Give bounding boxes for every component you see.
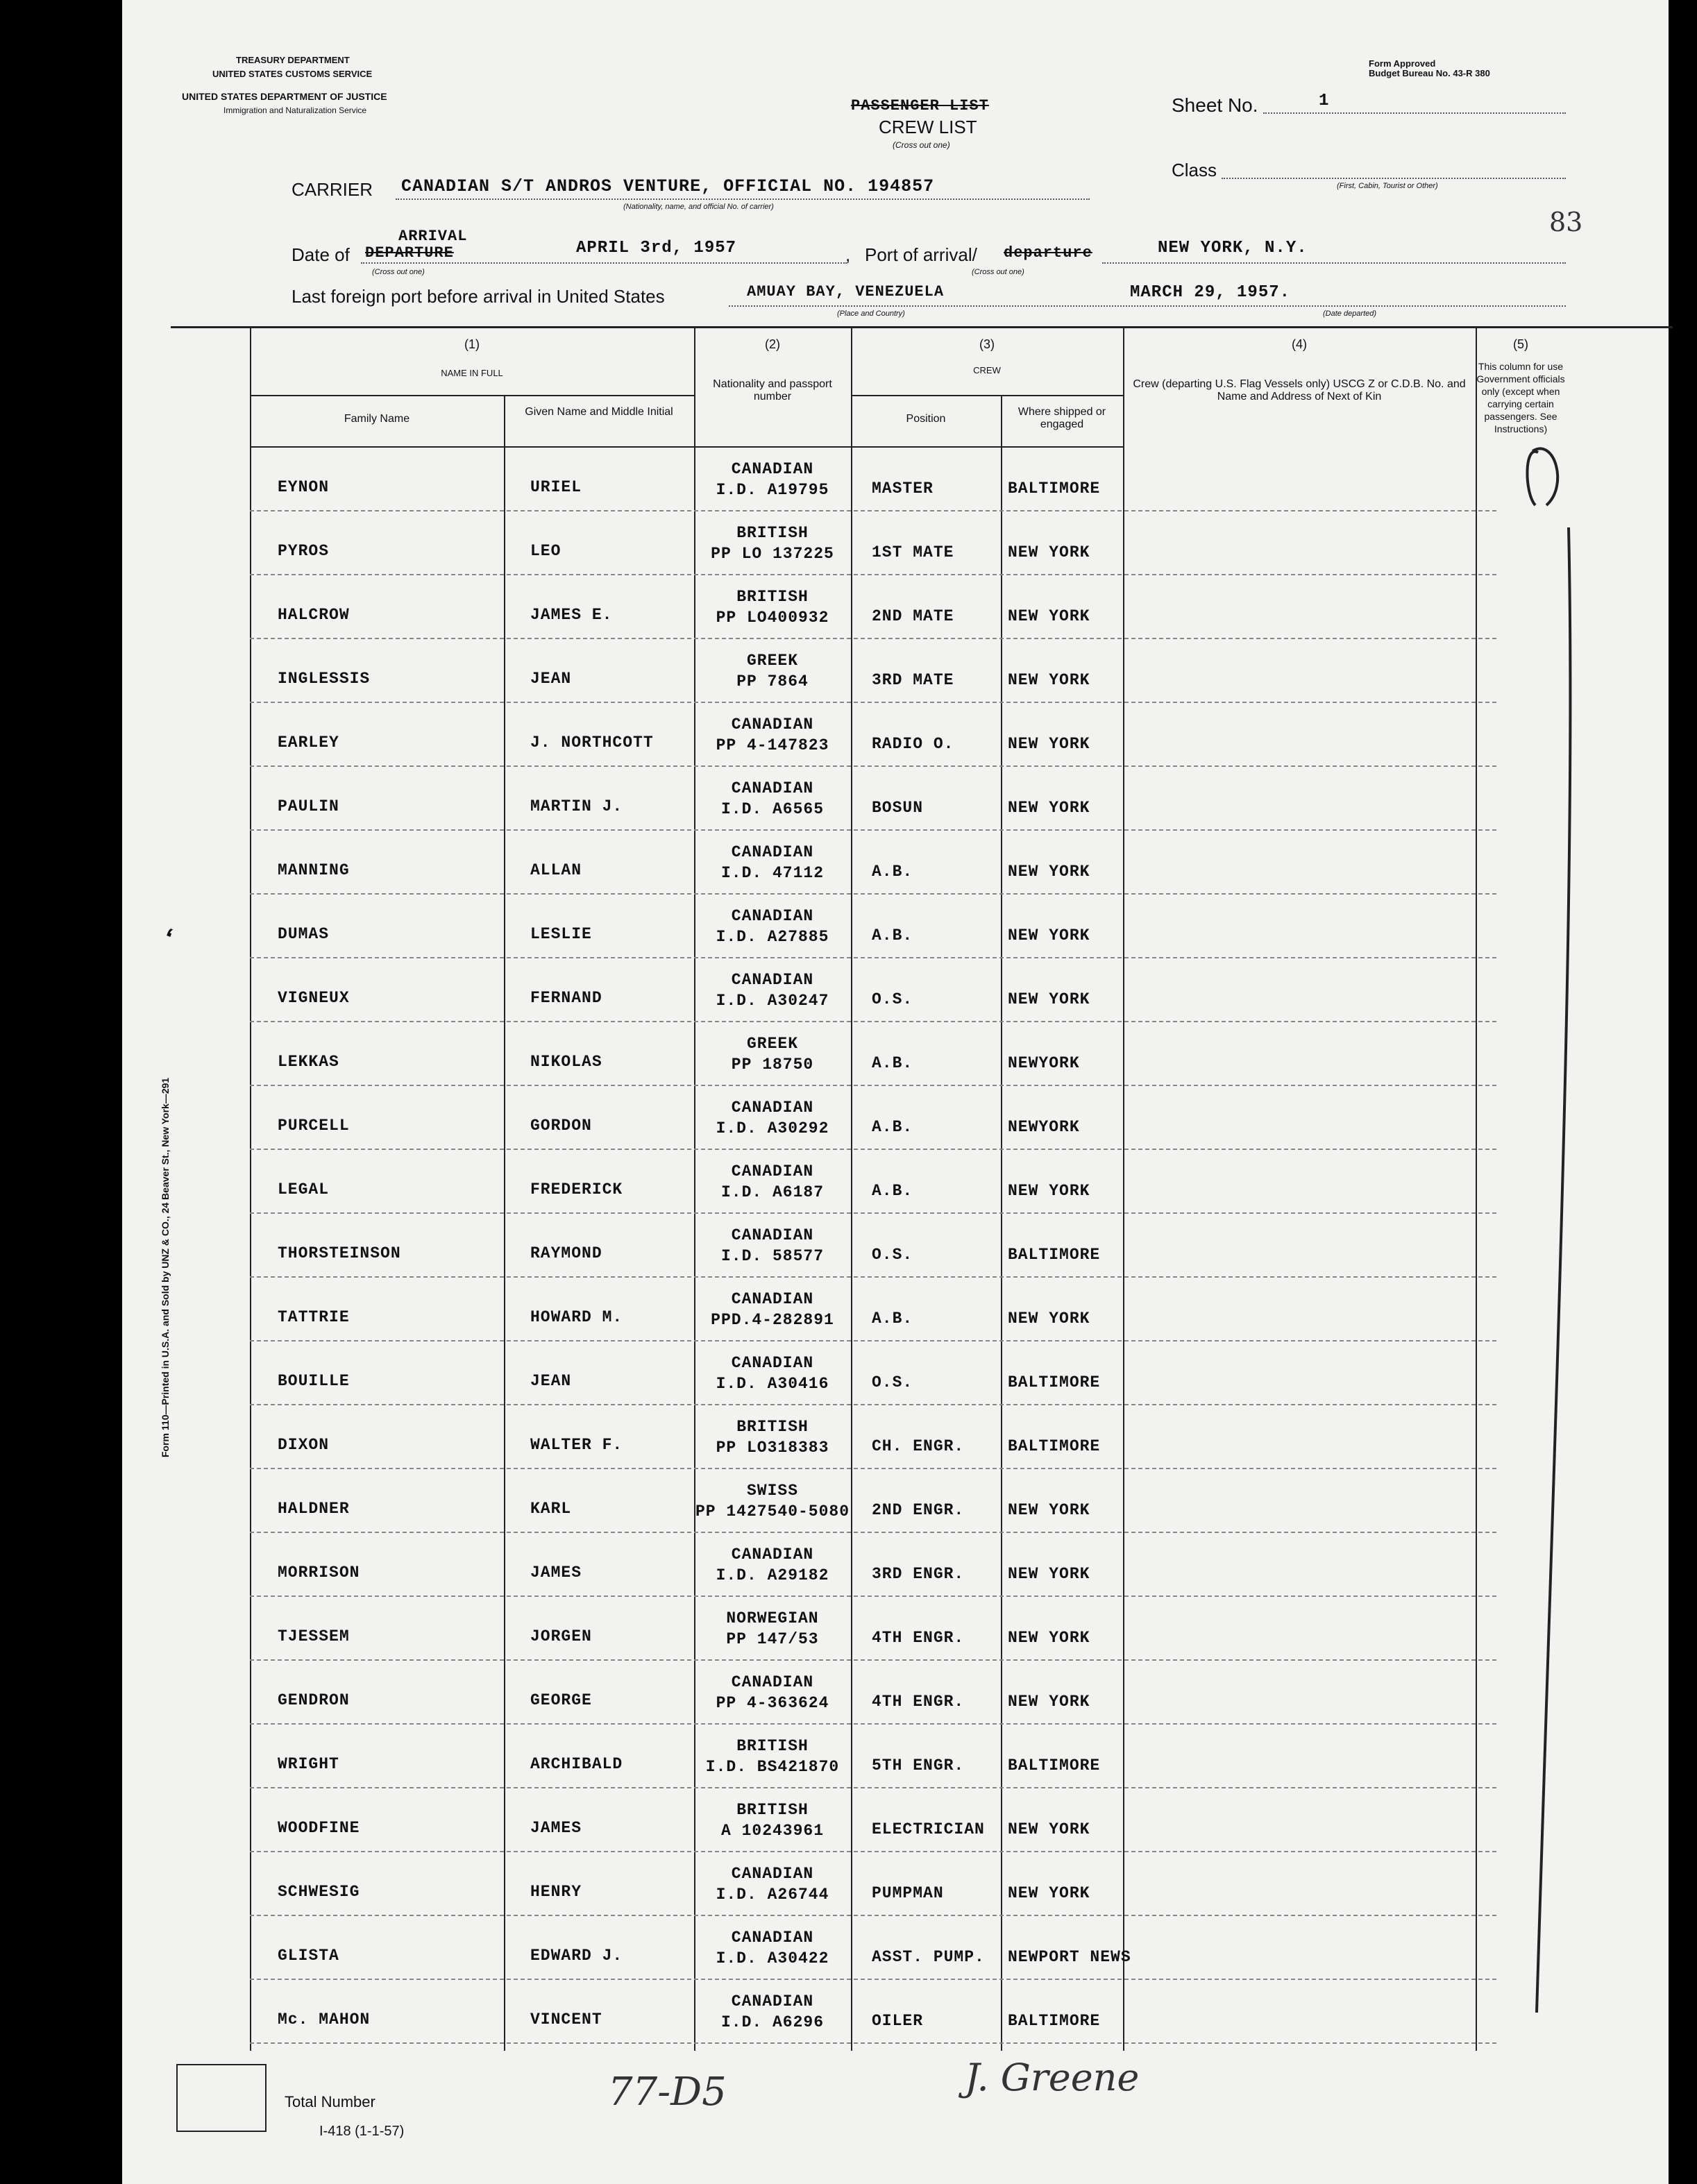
crew-given-name: RAYMOND <box>530 1244 602 1262</box>
crew-where-shipped: BALTIMORE <box>1008 480 1101 498</box>
crew-nationality: CANADIAN <box>731 971 814 989</box>
class-caption: (First, Cabin, Tourist or Other) <box>1337 182 1438 190</box>
crew-family-name: THORSTEINSON <box>278 1244 401 1262</box>
arrival-typed: ARRIVAL <box>398 228 468 245</box>
crew-where-shipped: NEWPORT NEWS <box>1008 1948 1131 1966</box>
crew-family-name: DIXON <box>278 1436 330 1454</box>
crew-where-shipped: NEWYORK <box>1008 1118 1080 1136</box>
crew-nationality: CANADIAN <box>731 460 814 478</box>
crew-where-shipped: NEWYORK <box>1008 1054 1080 1072</box>
crew-given-name: JAMES <box>530 1564 582 1582</box>
crew-where-shipped: NEW YORK <box>1008 1501 1090 1519</box>
inspector-signature: J. Greene <box>965 2056 1140 2099</box>
total-number-label: Total Number <box>285 2093 375 2110</box>
crew-where-shipped: NEW YORK <box>1008 1693 1090 1711</box>
struck-passenger-list: PASSENGER LIST <box>851 97 989 115</box>
crew-where-shipped: NEW YORK <box>1008 1565 1090 1583</box>
crew-passport-number: PP 7864 <box>736 672 809 691</box>
crew-passport-number: PP LO400932 <box>716 609 829 627</box>
crew-passport-number: I.D. A19795 <box>716 481 829 499</box>
crew-position: 4TH ENGR. <box>872 1693 965 1711</box>
crew-where-shipped: NEW YORK <box>1008 735 1090 753</box>
crew-nationality: CANADIAN <box>731 843 814 861</box>
crew-nationality: GREEK <box>746 1035 798 1053</box>
crew-passport-number: PP LO318383 <box>716 1439 829 1457</box>
crew-position: ASST. PUMP. <box>872 1948 985 1966</box>
crew-where-shipped: NEW YORK <box>1008 863 1090 881</box>
crew-nationality: CANADIAN <box>731 1099 814 1117</box>
crew-where-shipped: BALTIMORE <box>1008 1373 1101 1391</box>
crew-table: (1) NAME IN FULL Family Name Given Name and Middle Initial (2) Nationality and passport number (3) CREW Position Where shipped or engaged (4) Crew (departing U.S. Flag Vessels only) USCG Z or C.D.B. No. and Name and Address of Next of Kin (5) This column for use Government officials only (except when carrying certain passengers. See Instructions) EYNON URIEL CANADIAN I.D. A19795 MASTER BALTIMORE PYROS LEO BRITISH PP LO 137225 1ST MATE NEW YORK HALCROW JAMES E. BRITISH PP LO400932 2ND MATE NEW YORK INGLESSIS JEAN GREEK PP 7864 3RD MATE NEW YORK EARLEY J. NORTHCOTT CANADIAN PP 4-147823 RADIO O. NEW YORK PAULIN MARTIN J. CANADIAN I.D. A6565 BOSUN NEW YORK MANNING ALLAN CANADIAN I.D. 47112 A.B. NEW YORK DUMAS LESLIE CANADIAN I.D. A27885 A.B. NEW YORK VIGNEUX FERNAND CANADIAN I.D. A30247 O.S. NEW YORK LEKKAS NIKOLAS GREEK PP 18750 A.B. NEWYORK PURCELL GORDON CANADIAN I.D. A30292 A.B. NEWYORK LEGAL FREDERICK CANADIAN I.D. A6187 A.B. NEW YORK THORSTEINSON RAYMOND CANADIAN I.D. 58577 O.S. BALTIMORE TATTRIE HOWARD M. CANADIAN PPD.4-282891 A.B. NEW YORK BOUILLE JEAN CANADIAN I.D. A30416 O.S. BALTIMORE DIXON WALTER F. BRITISH PP LO318383 CH. ENGR. BALTIMORE HALDNER KARL SWISS PP 1427540-5080 2ND ENGR. NEW YORK MORRISON JAMES CANADIAN I.D. A29182 3RD ENGR. NEW YORK TJESSEM JORGEN NORWEGIAN PP 147/53 4TH ENGR. NEW YORK GENDRON GEORGE CANADIAN PP 4-363624 4TH ENGR. NEW YORK WRIGHT ARCHIBALD BRITISH I.D. BS421870 5TH ENGR. BALTIMORE WOODFINE JAMES BRITISH A 10243961 ELECTRICIAN NEW YORK SCHWESIG HENRY CANADIAN I.D. A26744 PUMPMAN NEW YORK GLISTA EDWARD J. CANADIAN I.D. A30422 ASST. PUMP. NEWPORT NEWS Mc. MAHON VINCENT CANADIAN I.D. A6296 OILER BALTIMORE <box>250 328 1496 2051</box>
crew-family-name: MANNING <box>278 861 350 879</box>
crew-family-name: GENDRON <box>278 1691 350 1709</box>
crew-passport-number: I.D. A30416 <box>716 1375 829 1393</box>
crew-position: 2ND MATE <box>872 607 954 625</box>
crew-given-name: GEORGE <box>530 1691 592 1709</box>
crew-nationality: CANADIAN <box>731 1929 814 1947</box>
crew-nationality: NORWEGIAN <box>726 1609 819 1627</box>
date-departed-value: MARCH 29, 1957. <box>1130 283 1291 302</box>
form-code: I-418 (1-1-57) <box>319 2124 405 2139</box>
crew-nationality: CANADIAN <box>731 1673 814 1691</box>
crew-given-name: FREDERICK <box>530 1180 623 1199</box>
crew-passport-number: I.D. BS421870 <box>705 1758 840 1776</box>
crew-where-shipped: NEW YORK <box>1008 1629 1090 1647</box>
crew-position: A.B. <box>872 1182 913 1200</box>
crew-nationality: SWISS <box>746 1482 798 1500</box>
crew-passport-number: I.D. A6565 <box>720 800 825 818</box>
carrier-value: CANADIAN S/T ANDROS VENTURE, OFFICIAL NO. 194857 <box>401 176 935 196</box>
crew-where-shipped: NEW YORK <box>1008 1182 1090 1200</box>
crew-family-name: GLISTA <box>278 1947 339 1965</box>
crew-given-name: MARTIN J. <box>530 797 623 815</box>
crew-family-name: EYNON <box>278 478 330 496</box>
crew-passport-number: PP 18750 <box>731 1056 814 1074</box>
crew-given-name: JEAN <box>530 670 572 688</box>
crew-position: A.B. <box>872 863 913 881</box>
crew-where-shipped: NEW YORK <box>1008 926 1090 945</box>
crew-nationality: CANADIAN <box>731 1865 814 1883</box>
crew-given-name: ARCHIBALD <box>530 1755 623 1773</box>
crew-passport-number: I.D. 58577 <box>720 1247 825 1265</box>
port-cross-out-caption: (Cross out one) <box>972 268 1024 276</box>
port-of-arrival-value: NEW YORK, N.Y. <box>1158 239 1308 257</box>
crew-where-shipped: BALTIMORE <box>1008 1756 1101 1775</box>
crew-position: A.B. <box>872 1054 913 1072</box>
crew-position: A.B. <box>872 1118 913 1136</box>
struck-departure-port: departure <box>1004 244 1092 262</box>
crew-passport-number: PP 147/53 <box>726 1630 819 1648</box>
crew-position: 4TH ENGR. <box>872 1629 965 1647</box>
crew-list-title: CREW LIST <box>879 117 977 137</box>
crew-where-shipped: NEW YORK <box>1008 1884 1090 1902</box>
crew-nationality: CANADIAN <box>731 779 814 797</box>
crew-position: O.S. <box>872 1246 913 1264</box>
crew-family-name: WOODFINE <box>278 1819 360 1837</box>
crew-given-name: LESLIE <box>530 925 592 943</box>
place-country-caption: (Place and Country) <box>837 310 905 318</box>
crew-where-shipped: NEW YORK <box>1008 1310 1090 1328</box>
crew-where-shipped: BALTIMORE <box>1008 1437 1101 1455</box>
last-port-value: AMUAY BAY, VENEZUELA <box>747 283 945 300</box>
crew-given-name: EDWARD J. <box>530 1947 623 1965</box>
crew-passport-number: I.D. 47112 <box>720 864 825 882</box>
crew-given-name: JAMES E. <box>530 606 613 624</box>
crew-position: A.B. <box>872 1310 913 1328</box>
page-number-handwritten: 83 <box>1549 207 1583 237</box>
crew-family-name: LEGAL <box>278 1180 330 1199</box>
crew-where-shipped: NEW YORK <box>1008 543 1090 561</box>
budget-bureau-label: Budget Bureau No. 43-R 380 <box>1369 68 1490 78</box>
crew-family-name: HALDNER <box>278 1500 350 1518</box>
crew-position: MASTER <box>872 480 934 498</box>
treasury-department-label: TREASURY DEPARTMENT <box>236 55 350 65</box>
crew-passport-number: I.D. A30292 <box>716 1119 829 1137</box>
crew-nationality: CANADIAN <box>731 1546 814 1564</box>
crew-family-name: SCHWESIG <box>278 1883 360 1901</box>
crew-passport-number: I.D. A29182 <box>716 1566 829 1584</box>
arrival-date-value: APRIL 3rd, 1957 <box>576 239 737 257</box>
crew-position: RADIO O. <box>872 735 954 753</box>
crew-family-name: Mc. MAHON <box>278 2011 371 2029</box>
port-of-label: Port of arrival/ <box>865 244 977 265</box>
port-comma: , <box>845 244 851 265</box>
crew-family-name: PAULIN <box>278 797 339 815</box>
carrier-label: CARRIER <box>292 179 373 200</box>
sheet-no-value: 1 <box>1319 92 1330 110</box>
crew-passport-number: I.D. A6296 <box>720 2013 825 2031</box>
crew-position: BOSUN <box>872 799 924 817</box>
crew-position: 3RD ENGR. <box>872 1565 965 1583</box>
crew-given-name: ALLAN <box>530 861 582 879</box>
crew-family-name: DUMAS <box>278 925 330 943</box>
crew-where-shipped: BALTIMORE <box>1008 2012 1101 2030</box>
crew-passport-number: A 10243961 <box>720 1822 825 1840</box>
crew-nationality: CANADIAN <box>731 1162 814 1180</box>
form-approved-label: Form Approved <box>1369 58 1436 69</box>
crew-family-name: PYROS <box>278 542 330 560</box>
crew-nationality: GREEK <box>746 652 798 670</box>
crew-position: 1ST MATE <box>872 543 954 561</box>
form-printer-note: Form 110—Printed in U.S.A. and Sold by UNZ & CO., 24 Beaver St., New York—291 <box>160 1077 171 1457</box>
crew-given-name: URIEL <box>530 478 582 496</box>
crew-family-name: INGLESSIS <box>278 670 371 688</box>
customs-service-label: UNITED STATES CUSTOMS SERVICE <box>212 69 373 79</box>
cross-out-one-note: (Cross out one) <box>893 140 950 150</box>
crew-position: PUMPMAN <box>872 1884 944 1902</box>
crew-position: O.S. <box>872 1373 913 1391</box>
crew-passport-number: PP LO 137225 <box>711 545 834 563</box>
crew-position: 5TH ENGR. <box>872 1756 965 1775</box>
crew-passport-number: PP 4-363624 <box>716 1694 829 1712</box>
crew-given-name: J. NORTHCOTT <box>530 734 654 752</box>
crew-nationality: BRITISH <box>736 524 809 542</box>
crew-family-name: BOUILLE <box>278 1372 350 1390</box>
crew-nationality: BRITISH <box>736 1418 809 1436</box>
crew-given-name: FERNAND <box>530 989 602 1007</box>
crew-nationality: CANADIAN <box>731 1992 814 2011</box>
crew-where-shipped: BALTIMORE <box>1008 1246 1101 1264</box>
handwritten-total: 77-D5 <box>608 2069 727 2115</box>
crew-position: 2ND ENGR. <box>872 1501 965 1519</box>
crew-given-name: WALTER F. <box>530 1436 623 1454</box>
crew-given-name: KARL <box>530 1500 572 1518</box>
crew-given-name: NIKOLAS <box>530 1053 602 1071</box>
crew-given-name: LEO <box>530 542 562 560</box>
crew-given-name: JORGEN <box>530 1627 592 1645</box>
sidebar-mark: ‘ <box>158 922 177 954</box>
crew-where-shipped: NEW YORK <box>1008 671 1090 689</box>
crew-given-name: HOWARD M. <box>530 1308 623 1326</box>
crew-passport-number: I.D. A30247 <box>716 992 829 1010</box>
crew-nationality: CANADIAN <box>731 716 814 734</box>
crew-nationality: BRITISH <box>736 588 809 606</box>
crew-passport-number: I.D. A26744 <box>716 1886 829 1904</box>
carrier-caption: (Nationality, name, and official No. of carrier) <box>623 203 774 211</box>
sheet-no-label: Sheet No. <box>1172 94 1258 116</box>
crew-nationality: CANADIAN <box>731 1226 814 1244</box>
crew-given-name: HENRY <box>530 1883 582 1901</box>
crew-passport-number: I.D. A30422 <box>716 1949 829 1967</box>
crew-where-shipped: NEW YORK <box>1008 990 1090 1008</box>
crew-nationality: BRITISH <box>736 1737 809 1755</box>
date-of-label: Date of <box>292 244 350 265</box>
last-port-label: Last foreign port before arrival in United States <box>292 286 665 307</box>
crew-family-name: PURCELL <box>278 1117 350 1135</box>
crew-family-name: HALCROW <box>278 606 350 624</box>
crew-given-name: JEAN <box>530 1372 572 1390</box>
crew-family-name: TJESSEM <box>278 1627 350 1645</box>
crew-position: OILER <box>872 2012 924 2030</box>
crew-nationality: BRITISH <box>736 1801 809 1819</box>
crew-position: 3RD MATE <box>872 671 954 689</box>
crew-nationality: CANADIAN <box>731 1290 814 1308</box>
struck-departure: DEPARTURE <box>365 244 454 262</box>
crew-family-name: WRIGHT <box>278 1755 339 1773</box>
crew-family-name: VIGNEUX <box>278 989 350 1007</box>
crew-family-name: MORRISON <box>278 1564 360 1582</box>
crew-where-shipped: NEW YORK <box>1008 1820 1090 1838</box>
crew-where-shipped: NEW YORK <box>1008 607 1090 625</box>
crew-given-name: GORDON <box>530 1117 592 1135</box>
justice-department-label: UNITED STATES DEPARTMENT OF JUSTICE <box>182 91 387 102</box>
date-cross-out-caption: (Cross out one) <box>372 268 425 276</box>
crew-passport-number: PP 4-147823 <box>716 736 829 754</box>
class-label: Class <box>1172 160 1217 180</box>
crew-nationality: CANADIAN <box>731 907 814 925</box>
crew-where-shipped: NEW YORK <box>1008 799 1090 817</box>
crew-passport-number: PP 1427540-5080 <box>695 1502 850 1521</box>
crew-passport-number: PPD.4-282891 <box>711 1311 834 1329</box>
crew-given-name: JAMES <box>530 1819 582 1837</box>
crew-position: CH. ENGR. <box>872 1437 965 1455</box>
crew-position: ELECTRICIAN <box>872 1820 985 1838</box>
crew-family-name: TATTRIE <box>278 1308 350 1326</box>
crew-family-name: LEKKAS <box>278 1053 339 1071</box>
crew-given-name: VINCENT <box>530 2011 602 2029</box>
crew-position: A.B. <box>872 926 913 945</box>
date-departed-caption: (Date departed) <box>1323 310 1377 318</box>
crew-passport-number: I.D. A6187 <box>720 1183 825 1201</box>
crew-family-name: EARLEY <box>278 734 339 752</box>
crew-nationality: CANADIAN <box>731 1354 814 1372</box>
crew-position: O.S. <box>872 990 913 1008</box>
immigration-service-label: Immigration and Naturalization Service <box>223 105 367 115</box>
crew-passport-number: I.D. A27885 <box>716 928 829 946</box>
